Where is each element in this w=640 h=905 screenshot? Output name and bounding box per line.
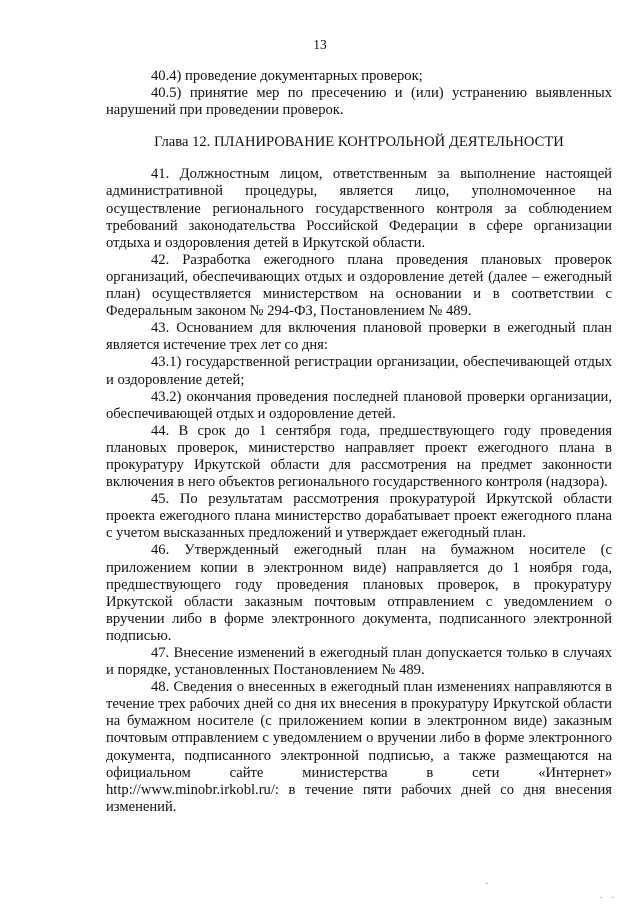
paragraph-43-1: 43.1) государственной регистрации организации, обеспечивающей отдых и оздоровление детей;	[106, 354, 612, 388]
scan-speck	[486, 883, 488, 884]
chapter-title: Глава 12. ПЛАНИРОВАНИЕ КОНТРОЛЬНОЙ ДЕЯТЕЛЬНОСТИ	[154, 134, 564, 151]
scan-speck	[600, 897, 602, 898]
paragraph-40-5: 40.5) принятие мер по пресечению и (или) устранению выявленных нарушений при проведении проверок.	[106, 85, 612, 119]
paragraph-47: 47. Внесение изменений в ежегодный план допускается только в случаях и порядке, установленных Постановлением № 489.	[106, 645, 612, 679]
paragraph-41: 41. Должностным лицом, ответственным за выполнение настоящей административной процедуры, является лицо, уполномоченное на осуществление регионального государственного контроля за соблюдением требований законодательства Российской Федерации в сфере организации отдыха и оздоровления детей в Иркутской области.	[106, 166, 612, 251]
scan-speck	[612, 897, 614, 898]
paragraph-44: 44. В срок до 1 сентября года, предшествующего году проведения плановых проверок, министерство направляет проект ежегодного плана в прокуратуру Иркутской области для рассмотрения на предмет законности включения в него объектов регионального государственного контроля (надзора).	[106, 422, 612, 491]
paragraph-43: 43. Основанием для включения плановой проверки в ежегодный план является истечение трех лет со дня:	[106, 320, 612, 354]
document-body	[106, 68, 612, 816]
paragraph-48: 48. Сведения о внесенных в ежегодный план изменениях направляются в течение трех рабочих дней со дня их внесения в прокуратуру Иркутской области на бумажном носителе (с приложением копии в электронном виде) заказным почтовым отправлением с уведомлением о вручении либо в форме электронного документа, подписанного электронной подписью, а также размещаются на официальном сайте министерства в сети «Интернет» http://www.minobr.irkobl.ru/: в течение пяти рабочих дней со дня внесения изменений.	[106, 679, 612, 815]
page-number: 13	[313, 37, 327, 52]
paragraph-46: 46. Утвержденный ежегодный план на бумажном носителе (с приложением копии в электронном виде) направляется до 1 ноября года, предшествующего году проведения плановых проверок, в прокуратуру Иркутской области заказным почтовым отправлением с уведомлением о вручении либо в форме электронного документа, подписанного электронной подписью.	[106, 542, 612, 644]
paragraph-40-4: 40.4) проведение документарных проверок;	[151, 68, 423, 84]
paragraph-42: 42. Разработка ежегодного плана проведения плановых проверок организаций, обеспечивающих отдых и оздоровление детей (далее – ежегодный план) осуществляется министерством на основании и в соответствии с Федеральным законом № 294-ФЗ, Постановлением № 489.	[106, 251, 612, 320]
paragraph-43-2: 43.2) окончания проведения последней плановой проверки организации, обеспечивающей отдых и оздоровление детей.	[106, 388, 612, 422]
paragraph-45: 45. По результатам рассмотрения прокуратурой Иркутской области проекта ежегодного плана министерство дорабатывает проект ежегодного плана с учетом высказанных предложений и утверждает ежегодный план.	[106, 491, 612, 542]
